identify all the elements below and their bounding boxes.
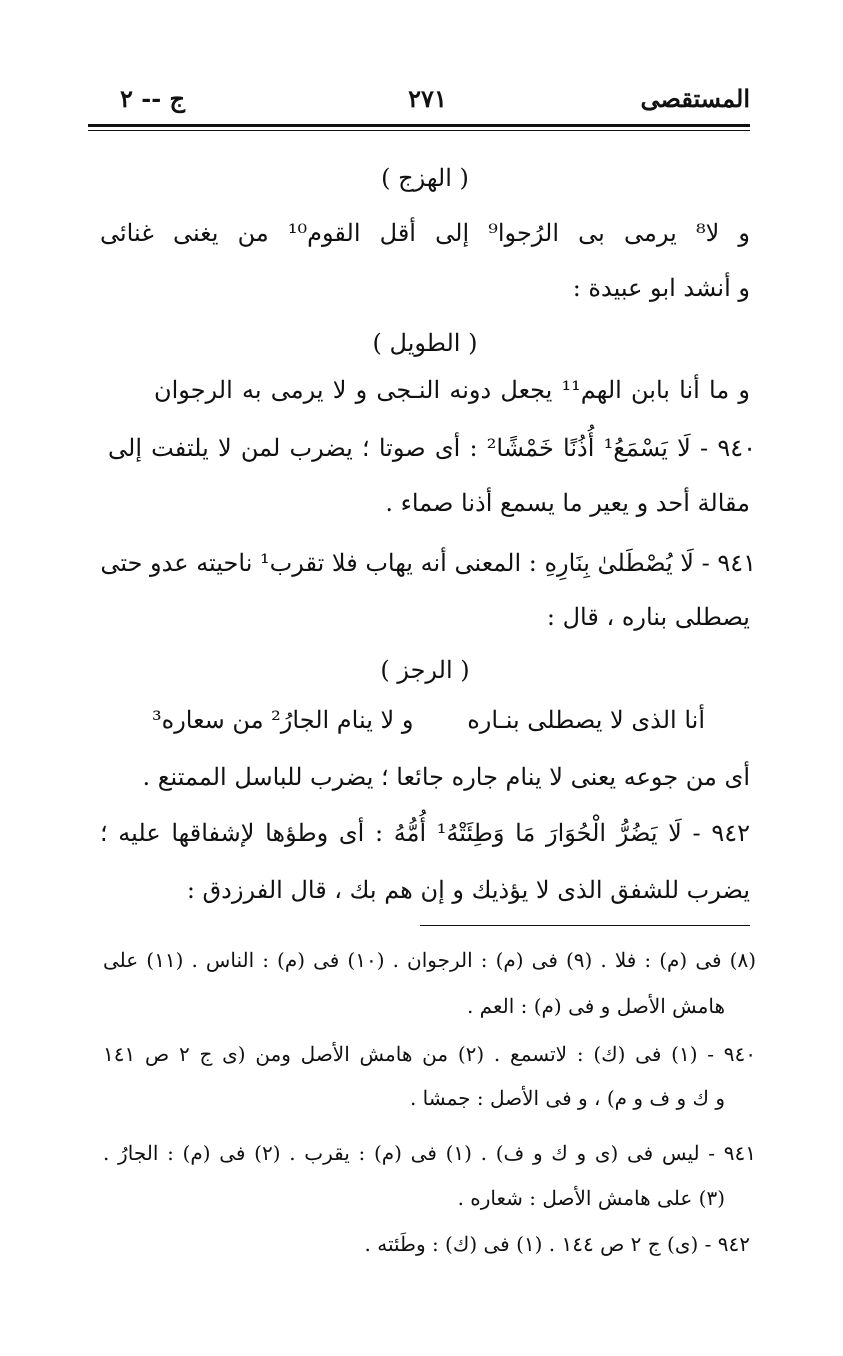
running-title: المستقصى: [640, 84, 750, 113]
verse-line: و ما أنا بابن الهم¹¹ يجعل دونه النـجى و لا يرمى به الرجوان: [154, 376, 751, 404]
footnote-line: و ك و ف و م) ، و فى الأصل : جمشا .: [409, 1086, 725, 1110]
header-rule: [88, 124, 750, 127]
footnote-line: ٩٤١ - ليس فى (ى و ك و ف) . (١) فى (م) : يقرب . (٢) فى (م) : الجارُ .: [103, 1141, 756, 1165]
volume-label: ج -- ٢: [120, 84, 186, 113]
footnote-line: هامش الأصل و فى (م) : العم .: [466, 994, 725, 1018]
text-line: يصطلى بناره ، قال :: [546, 603, 750, 631]
proverb-entry: ٩٤١ - لَا يُصْطَلىٰ بِنَارِهِ : المعنى أنه يهاب فلا تقرب¹ ناحيته عدو حتى: [100, 549, 756, 577]
proverb-entry: ٩٤٠ - لَا يَسْمَعُ¹ أُذُنًا خَمْشًا² : أى صوتا ؛ يضرب لمن لا يلتفت إلى: [108, 434, 757, 462]
footnote-line: (٨) فى (م) : فلا . (٩) فى (م) : الرجوان . (١٠) فى (م) : الناس . (١١) على: [103, 948, 756, 972]
footnote-line: (٣) على هامش الأصل : شعاره .: [457, 1186, 725, 1210]
verse-hemistich-first: أنا الذى لا يصطلى بنـاره: [467, 706, 705, 734]
footnote-line: ٩٤٢ - (ى) ج ٢ ص ١٤٤ . (١) فى (ك) : وطَئته .: [364, 1232, 750, 1256]
proverb-entry: ٩٤٢ - لَا يَضُرُّ الْحُوَارَ مَا وَطِئَتْهُ¹ أُمُّهُ : أى وطؤها لإشفاقها عليه ؛: [100, 819, 750, 847]
verse-line: [100, 700, 750, 740]
text-line: و أنشد ابو عبيدة :: [572, 274, 750, 302]
header-rule-thin: [88, 130, 750, 131]
text-line: مقالة أحد و يعير ما يسمع أذنا صماء .: [385, 489, 750, 517]
verse-hemistich-second: و لا ينام الجارُ² من سعاره³: [152, 706, 414, 734]
page-number: ٢٧١: [408, 84, 447, 113]
meter-label: ( الرجز ): [380, 656, 470, 684]
meter-label: ( الهزج ): [381, 164, 469, 192]
footnote-line: ٩٤٠ - (١) فى (ك) : لاتسمع . (٢) من هامش الأصل ومن (ى ج ٢ ص ١٤١: [103, 1042, 757, 1066]
verse-line: و لا⁸ يرمى بى الرُجوا⁹ إلى أقل القوم¹⁰ من يغنى غنائى: [100, 219, 750, 247]
footnote-rule: [420, 925, 750, 926]
meter-label: ( الطويل ): [372, 329, 478, 357]
text-line: أى من جوعه يعنى لا ينام جاره جائعا ؛ يضرب للباسل الممتنع .: [142, 763, 750, 791]
text-line: يضرب للشفق الذى لا يؤذيك و إن هم بك ، قال الفرزدق :: [186, 876, 750, 904]
page-header: [105, 84, 750, 120]
